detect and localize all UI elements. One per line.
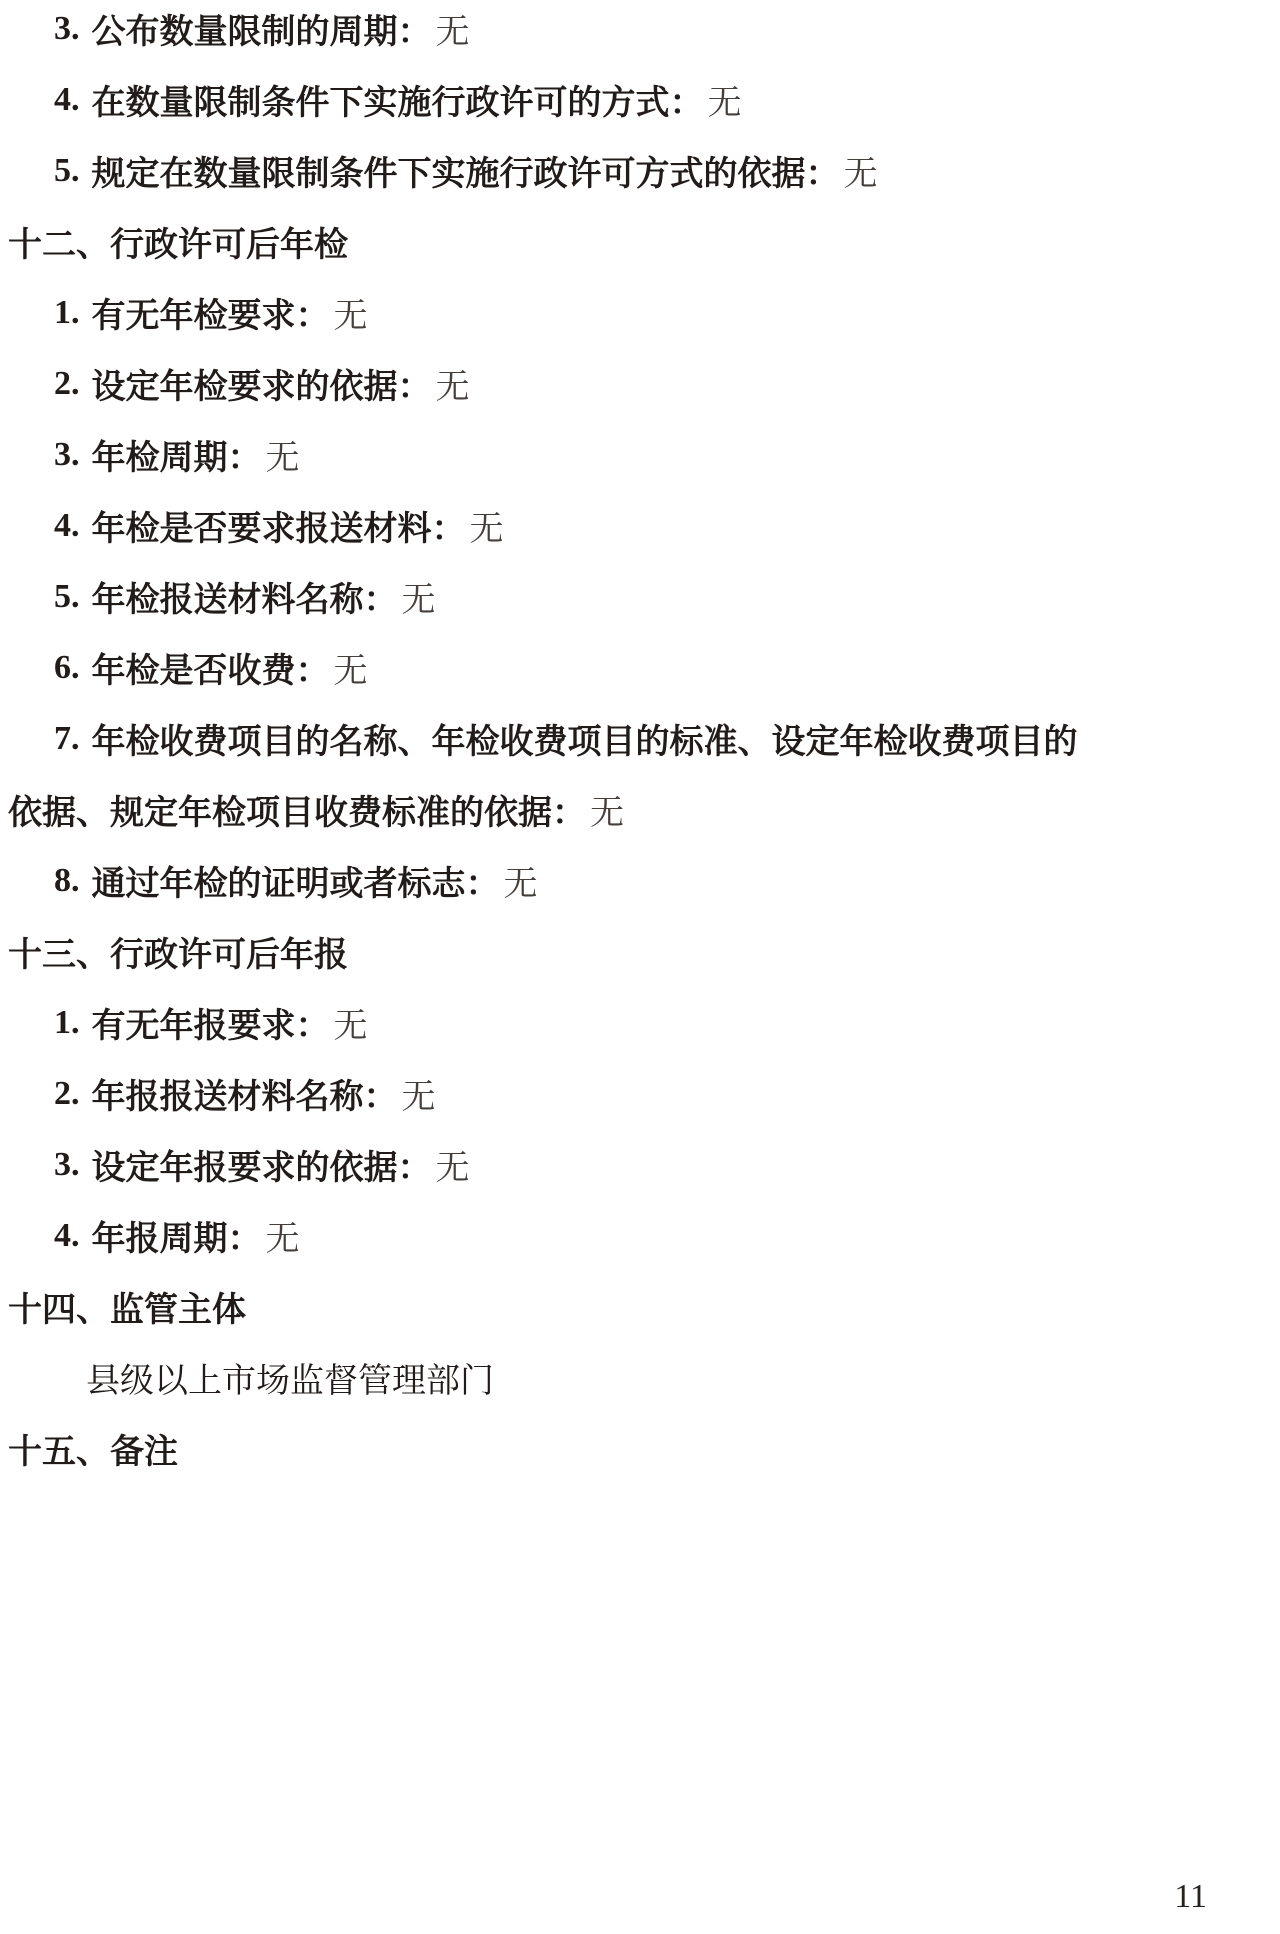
item-number: 4. (54, 80, 80, 118)
document-line (0, 774, 1280, 845)
document-line (0, 348, 1280, 419)
item-label: 十四、监管主体 (8, 1291, 246, 1329)
item-value: 无 (590, 795, 624, 832)
item-number: 3. (54, 1145, 80, 1183)
item-label: 有无年检要求： (91, 298, 330, 335)
item-number: 3. (54, 435, 80, 473)
item-value: 无 (333, 1008, 368, 1045)
item-label: 依据、规定年检项目收费标准的依据： (8, 795, 586, 832)
document-line (0, 1271, 1280, 1342)
item-number: 1. (54, 293, 80, 331)
item-value: 无 (843, 156, 878, 193)
document-line (0, 1413, 1280, 1484)
item-label: 在数量限制条件下实施行政许可的方式： (91, 85, 704, 122)
document-line (0, 206, 1280, 277)
document-line (0, 632, 1280, 703)
document-line (0, 561, 1280, 632)
document-line (0, 916, 1280, 987)
page-number: 11 (1174, 1878, 1207, 1915)
document-line (0, 1200, 1280, 1271)
item-number: 7. (54, 719, 80, 757)
item-number: 6. (54, 648, 80, 686)
item-label: 设定年检要求的依据： (91, 369, 432, 406)
item-value: 无 (435, 1150, 470, 1187)
item-number: 8. (54, 861, 80, 899)
document-line (0, 0, 1280, 64)
item-label: 年检是否要求报送材料： (91, 511, 466, 548)
item-number: 2. (54, 364, 80, 402)
item-label: 公布数量限制的周期： (91, 14, 432, 51)
item-value: 无 (265, 1221, 300, 1258)
item-value: 无 (401, 582, 436, 619)
item-value: 无 (503, 866, 538, 903)
document-line (0, 845, 1280, 916)
item-label: 设定年报要求的依据： (91, 1150, 432, 1187)
item-value: 无 (401, 1079, 436, 1116)
item-label: 通过年检的证明或者标志： (91, 866, 500, 903)
item-number: 4. (54, 506, 80, 544)
item-value: 无 (707, 85, 742, 122)
document-line (0, 1058, 1280, 1129)
document-line (0, 1129, 1280, 1200)
item-label: 十五、备注 (8, 1433, 178, 1471)
item-label: 年报周期： (91, 1221, 262, 1258)
item-label: 年检报送材料名称： (91, 582, 398, 619)
document-line (0, 987, 1280, 1058)
item-label: 有无年报要求： (91, 1008, 330, 1045)
item-label: 年检周期： (91, 440, 262, 477)
item-number: 1. (54, 1003, 80, 1041)
item-label: 年报报送材料名称： (91, 1079, 398, 1116)
item-value: 无 (435, 14, 470, 51)
item-label: 年检收费项目的名称、年检收费项目的标准、设定年检收费项目的 (91, 724, 1078, 761)
item-value: 无 (469, 511, 504, 548)
item-label: 年检是否收费： (91, 653, 330, 690)
item-label: 规定在数量限制条件下实施行政许可方式的依据： (91, 156, 840, 193)
item-label: 十三、行政许可后年报 (8, 936, 348, 974)
document-line (0, 703, 1280, 774)
item-number: 4. (54, 1216, 80, 1254)
item-number: 2. (54, 1074, 80, 1112)
item-value: 无 (435, 369, 470, 406)
document-line (0, 135, 1280, 206)
document-line (0, 64, 1280, 135)
document-line (0, 277, 1280, 348)
item-value: 无 (333, 298, 368, 335)
item-value: 无 (265, 440, 300, 477)
item-number: 5. (54, 151, 80, 189)
item-number: 5. (54, 577, 80, 615)
item-value: 无 (333, 653, 368, 690)
item-label: 十二、行政许可后年检 (8, 226, 348, 264)
document-line (0, 490, 1280, 561)
item-label: 县级以上市场监督管理部门 (86, 1363, 494, 1400)
item-number: 3. (54, 9, 80, 47)
document-line (0, 1342, 1280, 1413)
document-line (0, 419, 1280, 490)
